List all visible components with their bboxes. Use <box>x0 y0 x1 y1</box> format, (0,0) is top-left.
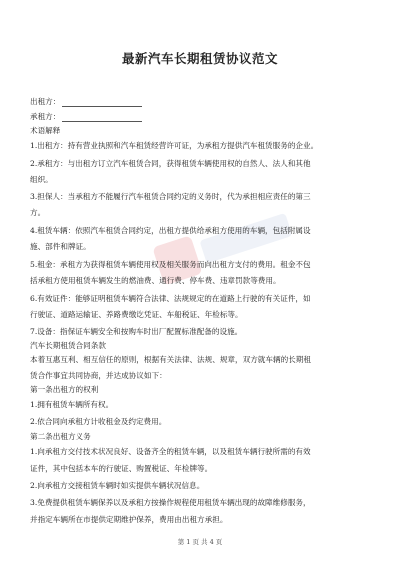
body-line: 1.拥有租赁车辆所有权。 <box>30 400 114 409</box>
body-line: 6.有效证件：能够证明租赁车辆符合法律、法规规定的在道路上行驶的有关证件，如 <box>30 294 311 303</box>
body-line: 1.向承租方交付技术状况良好、设备齐全的租赁车辆，以及租赁车辆行驶所需的有效 <box>30 447 311 456</box>
body-line: 组织。 <box>30 175 53 184</box>
party-a-line <box>30 97 142 107</box>
body-line: 赁合作事宜共同协商，并达成协议如下： <box>30 371 167 380</box>
body-line: 7.设备：指保证车辆安全和按购车时出厂配置标准配备的设施。 <box>30 327 243 336</box>
party-b-blank <box>62 113 142 122</box>
body-line: 方。 <box>30 208 46 217</box>
article-heading: 第二条出租方义务 <box>30 432 91 441</box>
document-title: 最新汽车长期租赁协议范文 <box>121 51 278 66</box>
party-b-label: 承租方： <box>30 112 61 121</box>
body-line: 证件，其中包括本车的行驶证、购置税证、年检牌等。 <box>30 464 213 473</box>
article-heading: 第一条出租方的权利 <box>30 385 99 394</box>
body-line: 并指定车辆所在市提供定期维护保养，费用由出租方承担。 <box>30 515 228 524</box>
body-line: 行驶证、道路运输证、养路费缴讫凭证、车船税证、年检标等。 <box>30 310 243 319</box>
section-heading: 汽车长期租赁合同条款 <box>30 341 106 350</box>
body-line: 2.向承租方交接租赁车辆时如实提供车辆状况信息。 <box>30 481 205 490</box>
body-line: 3.免费提供租赁车辆保养以及承租方按操作规程使用租赁车辆出现的故障维修服务， <box>30 498 311 507</box>
page-footer: 第 1 页 共 4 页 <box>177 538 223 546</box>
body-line: 1.出租方：持有营业执照和汽车租赁经营许可证，为承租方提供汽车租赁服务的企业。 <box>30 141 319 150</box>
party-b-line <box>30 112 142 122</box>
party-a-blank <box>62 98 142 107</box>
body-line: 5.租金：承租方为获得租赁车辆使用权及相关服务而向出租方支付的费用。租金不包 <box>30 260 311 269</box>
terms-heading: 术语解释 <box>30 126 61 135</box>
body-line: 2.承租方：与出租方订立汽车租赁合同，获得租赁车辆使用权的自然人、法人和其他 <box>30 159 311 168</box>
body-line: 4.租赁车辆：依照汽车租赁合同约定，出租方提供给承租方使用的车辆，包括附属设 <box>30 226 311 235</box>
body-line: 3.担保人：当承租方不能履行汽车租赁合同约定的义务时，代为承担相应责任的第三 <box>30 192 311 201</box>
party-a-label: 出租方： <box>30 97 61 106</box>
body-line: 施、部件和牌证。 <box>30 242 91 251</box>
watermark-logo <box>141 184 308 306</box>
body-line: 本着互惠互利、相互信任的原则，根据有关法律、法规、规章，双方就车辆的长期租 <box>30 355 311 364</box>
body-line: 2.依合同向承租方计收租金及约定费用。 <box>30 417 167 426</box>
body-line: 括承租方使用租赁车辆发生的燃油费、通行费、停车费、违章罚款等费用。 <box>30 276 281 285</box>
